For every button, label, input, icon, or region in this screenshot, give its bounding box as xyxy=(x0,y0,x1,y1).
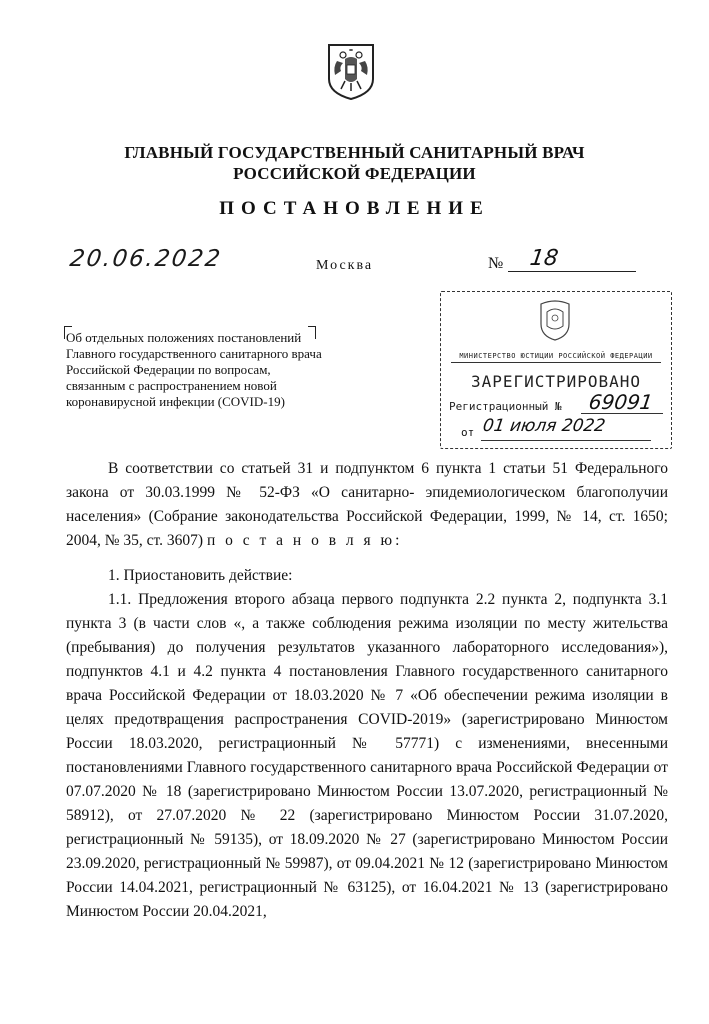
authority-title-line1: ГЛАВНЫЙ ГОСУДАРСТВЕННЫЙ САНИТАРНЫЙ ВРАЧ xyxy=(124,143,585,162)
preamble-text: В соответствии со статьей 31 и подпунктом 6 пункта 1 статьи 51 Федерального закона от 30.03.1999 № 52-ФЗ «О санитарно- эпидемиологическом благополучии населения» (Собрание законодательства Российской Федерации, 1999, № 14, ст. 1650; 2004, № 35, ст. 3607) xyxy=(66,460,668,549)
document-subject: Об отдельных положениях постановлений Главного государственного санитарного врача Российской Федерации по вопросам, связанным с распространением новой коронавирусной инфекции (COVID-19) xyxy=(66,330,322,409)
preamble-paragraph xyxy=(66,457,668,553)
coat-of-arms-icon xyxy=(325,41,377,101)
item-1-1: 1.1. Предложения второго абзаца первого подпункта 2.2 пункта 2, подпункта 3.1 пункта 3 (в части слов «, а также соблюдения режима изоляции по месту жительства (пребывания) до получения результатов указанного лабораторного исследования»), подпунктов 4.1 и 4.2 пункта 4 постановления Главного государственного санитарного врача Российской Федерации от 18.03.2020 № 7 «Об обеспечении режима изоляции в целях предотвращения распространения COVID-2019» (зарегистрировано Минюстом России 18.03.2020, регистрационный № 57771) с изменениями, внесенными постановлениями Главного государственного санитарного врача Российской Федерации от 07.07.2020 № 18 (зарегистрировано Минюстом России 13.07.2020, регистрационный № 58912), от 27.07.2020 № 22 (зарегистрировано Минюстом России 31.07.2020, регистрационный № 59135), от 18.09.2020 № 27 (зарегистрировано Минюстом России 23.09.2020, регистрационный № 59987), от 09.04.2021 № 12 (зарегистрировано Минюстом России 14.04.2021, регистрационный № 63125), от 16.04.2021 № 13 (зарегистрировано Минюстом России 20.04.2021, xyxy=(66,591,668,920)
decree-word: п о с т а н о в л я ю: xyxy=(206,532,403,549)
stamp-registered: ЗАРЕГИСТРИРОВАНО xyxy=(470,372,642,391)
city-label: Москва xyxy=(316,258,374,273)
registration-stamp xyxy=(440,291,672,449)
document-body xyxy=(66,457,668,924)
number-underline xyxy=(508,271,636,272)
stamp-from-label: от xyxy=(461,426,475,439)
handwritten-document-number: 18 xyxy=(528,246,560,271)
document-type-title: ПОСТАНОВЛЕНИЕ xyxy=(219,198,490,219)
stamp-emblem-icon xyxy=(535,298,575,342)
stamp-reg-number-underline xyxy=(581,413,663,414)
stamp-reg-date: 01 июля 2022 xyxy=(481,416,607,436)
item-1: 1. Приостановить действие: xyxy=(108,567,293,584)
stamp-reg-number: 69091 xyxy=(587,390,655,414)
number-sign: № xyxy=(488,255,504,272)
stamp-reg-number-label: Регистрационный № xyxy=(449,400,562,413)
handwritten-date: 20.06.2022 xyxy=(68,246,224,272)
authority-title-line2: РОССИЙСКОЙ ФЕДЕРАЦИИ xyxy=(233,164,476,183)
stamp-ministry: МИНИСТЕРСТВО ЮСТИЦИИ РОССИЙСКОЙ ФЕДЕРАЦИИ xyxy=(451,352,661,363)
stamp-date-underline xyxy=(481,440,651,441)
